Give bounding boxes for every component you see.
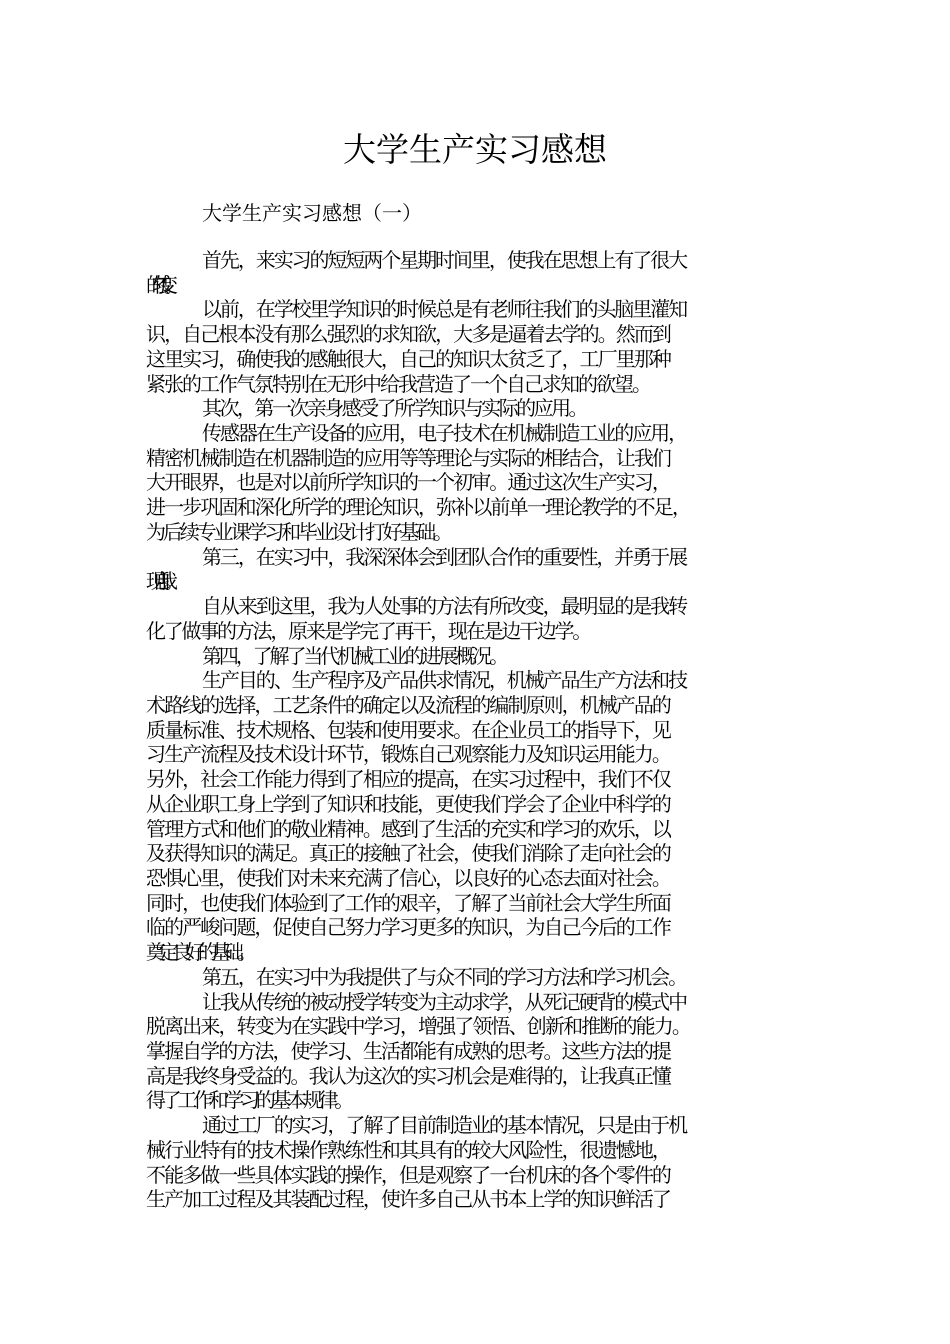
- paragraph-line: 同时，也使我们体验到了工作的艰辛，了解了当前社会大学生所面: [146, 890, 670, 915]
- document-body: [146, 248, 816, 1212]
- paragraph-line: 掌握自学的方法，使学习、生活都能有成熟的思考。这些方法的提: [146, 1039, 670, 1063]
- paragraph-line: 识，自己根本没有那么强烈的求知欲，大多是逼着去学的。然而到: [146, 322, 670, 347]
- paragraph-line: 以前，在学校里学知识的时候总是有老师往我们的头脑里灌知: [202, 297, 686, 322]
- paragraph-line: 传感器在生产设备的应用，电子技术在机械制造工业的应用，: [202, 421, 686, 446]
- paragraph-line: 让我从传统的被动授学转变为主动求学，从死记硬背的模式中: [202, 989, 686, 1014]
- paragraph-line: 恐惧心里，使我们对未来充满了信心，以良好的心态去面对社会。: [146, 865, 670, 890]
- paragraph-line: 术路线的选择，工艺条件的确定以及流程的编制原则，机械产品的: [146, 692, 670, 717]
- paragraph-line: 不能多做一些具体实践的操作，但是观察了一台机床的各个零件的: [146, 1162, 670, 1187]
- paragraph-line: 械行业特有的技术操作熟练性和其具有的较大风险性，很遗憾地，: [146, 1137, 670, 1162]
- body-paragraph: [146, 965, 816, 990]
- body-paragraph: [146, 396, 816, 421]
- document-subtitle: 大学生产实习感想（一）: [202, 201, 422, 225]
- body-paragraph: [146, 594, 816, 643]
- paragraph-line: 第三，在实习中，我深深体会到团队合作的重要性，并勇于展: [202, 544, 686, 569]
- paragraph-line: 自从来到这里，我为人处事的方法有所改变，最明显的是我转: [202, 594, 686, 619]
- paragraph-line: 脱离出来，转变为在实践中学习，增强了领悟、创新和推断的能力。: [146, 1014, 690, 1039]
- body-paragraph: [146, 668, 816, 965]
- paragraph-line: 为后续专业课学习和毕业设计打好基础。: [146, 519, 450, 544]
- paragraph-line: 其次，第一次亲身感受了所学知识与实际的应用。: [202, 396, 586, 421]
- paragraph-line: 大开眼界，也是对以前所学知识的一个初审。通过这次生产实习，: [146, 470, 670, 495]
- body-paragraph: [146, 297, 816, 396]
- paragraph-line: 的转变。: [146, 272, 170, 297]
- body-paragraph: [146, 248, 816, 297]
- paragraph-line: 生产目的、生产程序及产品供求情况，机械产品生产方法和技: [202, 668, 686, 693]
- body-paragraph: [146, 1113, 816, 1212]
- body-paragraph: [146, 990, 816, 1114]
- document-title: 大学生产实习感想: [343, 130, 607, 169]
- paragraph-line: 习生产流程及技术设计环节，锻炼自己观察能力及知识运用能力。: [146, 742, 670, 767]
- paragraph-line: 这里实习，确使我的感触很大，自己的知识太贫乏了，工厂里那种: [146, 346, 670, 371]
- body-paragraph: [146, 644, 816, 669]
- paragraph-line: 奠定良好的基础。: [146, 940, 250, 965]
- paragraph-line: 生产加工过程及其装配过程，使许多自己从书本上学的知识鲜活了: [146, 1187, 670, 1212]
- paragraph-line: 管理方式和他们的敬业精神。感到了生活的充实和学习的欢乐，以: [146, 816, 670, 841]
- paragraph-line: 得了工作和学习的基本规律。: [146, 1088, 350, 1113]
- paragraph-line: 第四，了解了当代机械工业的进展概况。: [202, 643, 506, 668]
- paragraph-line: 化了做事的方法，原来是学完了再干，现在是边干边学。: [146, 618, 590, 643]
- paragraph-line: 紧张的工作气氛特别在无形中给我营造了一个自己求知的欲望。: [146, 371, 650, 396]
- body-paragraph: [146, 421, 816, 545]
- paragraph-line: 质量标准、技术规格、包装和使用要求。在企业员工的指导下，见: [146, 717, 670, 742]
- paragraph-line: 首先，来实习的短短两个星期时间里，使我在思想上有了很大: [202, 248, 686, 272]
- paragraph-line: 现自我。: [146, 569, 170, 594]
- paragraph-line: 第五，在实习中为我提供了与众不同的学习方法和学习机会。: [202, 964, 686, 989]
- paragraph-line: 及获得知识的满足。真正的接触了社会，使我们消除了走向社会的: [146, 841, 670, 866]
- body-paragraph: [146, 545, 816, 594]
- paragraph-line: 从企业职工身上学到了知识和技能，更使我们学会了企业中科学的: [146, 791, 670, 816]
- paragraph-line: 通过工厂的实习，了解了目前制造业的基本情况，只是由于机: [202, 1113, 686, 1138]
- paragraph-line: 另外，社会工作能力得到了相应的提高，在实习过程中，我们不仅: [146, 767, 670, 792]
- paragraph-line: 进一步巩固和深化所学的理论知识，弥补以前单一理论教学的不足，: [146, 495, 690, 520]
- paragraph-line: 高是我终身受益的。我认为这次的实习机会是难得的，让我真正懂: [146, 1063, 670, 1088]
- paragraph-line: 精密机械制造在机器制造的应用等等理论与实际的相结合，让我们: [146, 445, 670, 470]
- paragraph-line: 临的严峻问题，促使自己努力学习更多的知识，为自己今后的工作: [146, 915, 670, 940]
